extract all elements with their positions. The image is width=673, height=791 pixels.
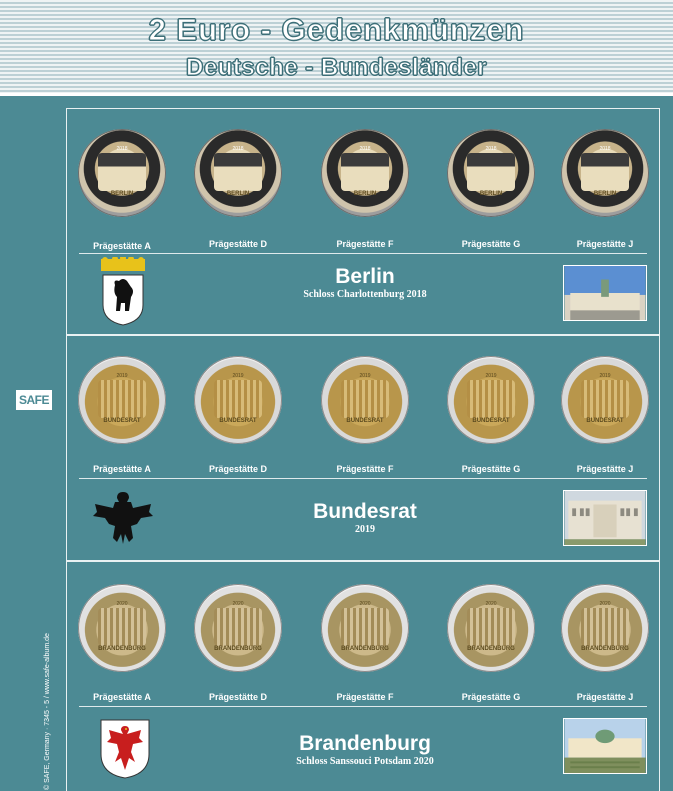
coin-slot-d[interactable]	[194, 356, 282, 444]
coin-slot-a[interactable]	[78, 584, 166, 672]
region-name: Berlin	[335, 265, 395, 288]
brandenburg-eagle-crest-icon	[97, 716, 153, 780]
coin-year: 2020	[359, 601, 371, 607]
coin-motif	[467, 153, 515, 191]
coin-slot-a[interactable]	[78, 129, 166, 217]
coin-year: 2018	[232, 146, 244, 152]
coin-legend: BRANDENBURG	[467, 646, 515, 652]
mint-label-j: Prägestätte J	[576, 692, 634, 702]
coin-year: 2020	[599, 601, 611, 607]
coin-motif	[98, 153, 146, 191]
mint-label-g: Prägestätte G	[461, 239, 521, 249]
mint-label-f: Prägestätte F	[336, 239, 394, 249]
copyright-text: © SAFE, Germany · 7345 - 5 / www.safe-album.de	[44, 633, 51, 790]
section-divider	[79, 706, 647, 707]
coin-year: 2018	[485, 146, 497, 152]
region-subtitle: 2019	[355, 524, 375, 535]
region-subtitle: Schloss Charlottenburg 2018	[303, 289, 427, 300]
coin-year: 2019	[116, 373, 128, 379]
mint-label-j: Prägestätte J	[576, 464, 634, 474]
coin-motif	[581, 380, 629, 418]
mint-label-d: Prägestätte D	[208, 692, 268, 702]
mint-label-g: Prägestätte G	[461, 692, 521, 702]
coin-slot-a[interactable]	[78, 356, 166, 444]
coin-motif	[98, 380, 146, 418]
coin-motif	[214, 153, 262, 191]
mint-label-f: Prägestätte F	[336, 692, 394, 702]
mint-label-a: Prägestätte A	[93, 692, 151, 702]
coin-legend: BRANDENBURG	[214, 646, 262, 652]
berlin-bear-crest-icon	[95, 257, 151, 327]
coin-slot-d[interactable]	[194, 129, 282, 217]
mint-label-a: Prägestätte A	[93, 241, 151, 251]
coin-slot-j[interactable]	[561, 356, 649, 444]
coin-slot-f[interactable]	[321, 584, 409, 672]
coin-year: 2020	[232, 601, 244, 607]
landmark-photo	[563, 265, 647, 321]
region-name: Bundesrat	[313, 500, 417, 523]
coin-year: 2018	[599, 146, 611, 152]
coin-legend: BRANDENBURG	[581, 646, 629, 652]
coin-slot-g[interactable]	[447, 356, 535, 444]
coin-slot-g[interactable]	[447, 129, 535, 217]
coin-legend: BUNDESRAT	[103, 418, 141, 424]
page-header	[0, 0, 673, 96]
landmark-photo	[563, 718, 647, 774]
coin-legend: BERLIN	[353, 191, 377, 197]
coin-motif	[341, 608, 389, 646]
mint-label-g: Prägestätte G	[461, 464, 521, 474]
mint-label-j: Prägestätte J	[576, 239, 634, 249]
coin-motif	[467, 608, 515, 646]
coin-slot-j[interactable]	[561, 584, 649, 672]
coin-year: 2020	[116, 601, 128, 607]
section-brandenburg	[66, 561, 660, 791]
coin-legend: BUNDESRAT	[219, 418, 257, 424]
coin-slot-j[interactable]	[561, 129, 649, 217]
section-divider	[79, 478, 647, 479]
section-berlin	[66, 108, 660, 335]
region-name: Brandenburg	[299, 732, 431, 755]
mint-label-f: Prägestätte F	[336, 464, 394, 474]
coin-motif	[341, 380, 389, 418]
page-title: 2 Euro - Gedenkmünzen	[148, 12, 525, 47]
section-bundesrat	[66, 335, 660, 561]
safe-logo: SAFE	[16, 390, 52, 410]
coin-motif	[214, 380, 262, 418]
coin-motif	[214, 608, 262, 646]
mint-label-a: Prägestätte A	[93, 464, 151, 474]
page-subtitle: Deutsche - Bundesländer	[186, 54, 487, 81]
coin-legend: BUNDESRAT	[472, 418, 510, 424]
coin-legend: BERLIN	[110, 191, 134, 197]
coin-year: 2020	[485, 601, 497, 607]
coin-legend: BERLIN	[226, 191, 250, 197]
section-divider	[79, 253, 647, 254]
region-subtitle: Schloss Sanssouci Potsdam 2020	[296, 756, 434, 767]
coin-year: 2019	[599, 373, 611, 379]
coin-legend: BRANDENBURG	[98, 646, 146, 652]
coin-year: 2019	[359, 373, 371, 379]
coin-year: 2019	[485, 373, 497, 379]
landmark-photo	[563, 490, 647, 546]
coin-year: 2019	[232, 373, 244, 379]
coin-motif	[467, 380, 515, 418]
coin-legend: BUNDESRAT	[346, 418, 384, 424]
coin-legend: BERLIN	[479, 191, 503, 197]
coin-motif	[98, 608, 146, 646]
coin-year: 2018	[359, 146, 371, 152]
coin-legend: BRANDENBURG	[341, 646, 389, 652]
coin-motif	[341, 153, 389, 191]
coin-slot-f[interactable]	[321, 129, 409, 217]
coin-legend: BUNDESRAT	[586, 418, 624, 424]
coin-motif	[581, 608, 629, 646]
federal-eagle-icon	[91, 488, 155, 546]
coin-slot-d[interactable]	[194, 584, 282, 672]
coin-year: 2018	[116, 146, 128, 152]
coin-motif	[581, 153, 629, 191]
header-divider	[0, 93, 673, 96]
coin-slot-g[interactable]	[447, 584, 535, 672]
coin-slot-f[interactable]	[321, 356, 409, 444]
mint-label-d: Prägestätte D	[208, 464, 268, 474]
mint-label-d: Prägestätte D	[208, 239, 268, 249]
coin-legend: BERLIN	[593, 191, 617, 197]
